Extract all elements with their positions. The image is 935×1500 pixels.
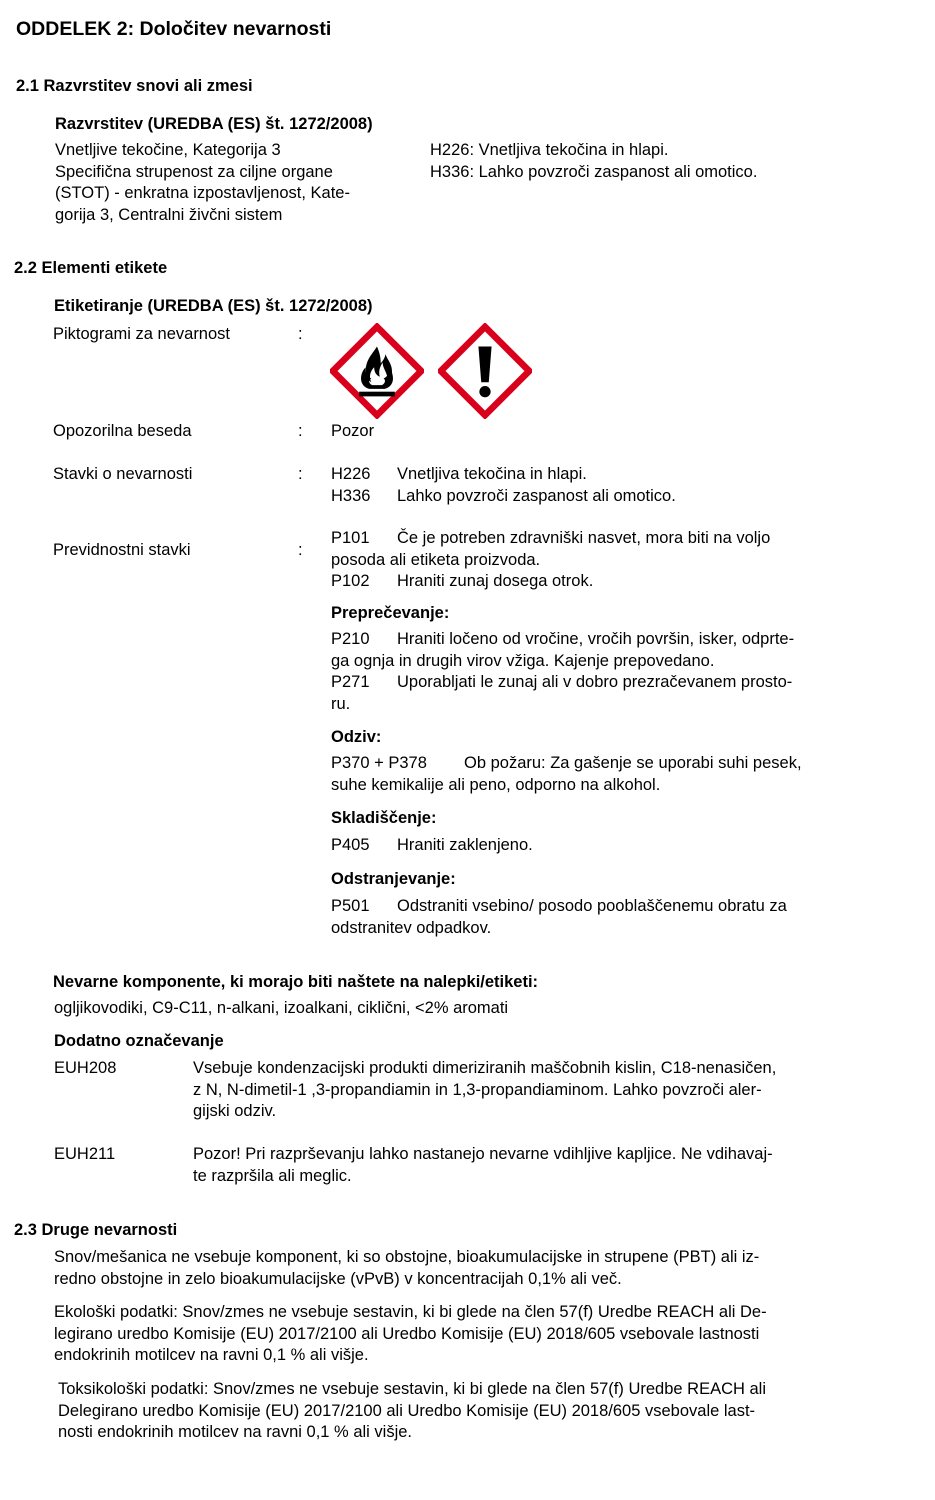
classification-line: Specifična strupenost za ciljne organe bbox=[55, 162, 333, 181]
colon: : bbox=[298, 325, 303, 343]
disposal-statements: P501 Odstraniti vsebino/ posodo pooblaščenemu obratu za odstranitev odpadkov. bbox=[331, 897, 787, 937]
pbt-paragraph: Snov/mešanica ne vsebuje komponent, ki so obstojne, bioakumulacijske in strupene (PBT) ali iz- redno obstojne in zelo bioakumulacijske (vPvB) v koncentracijah 0,1% ali več. bbox=[54, 1248, 760, 1288]
hazard-statements-label: Stavki o nevarnosti bbox=[53, 465, 193, 483]
hazard-code-line: H226: Vnetljiva tekočina in hlapi. bbox=[430, 141, 669, 159]
classification-line: Vnetljive tekočine, Kategorija 3 bbox=[55, 141, 281, 159]
section-2-1-heading: 2.1 Razvrstitev snovi ali zmesi bbox=[16, 77, 253, 95]
signal-word-label: Opozorilna beseda bbox=[53, 422, 192, 440]
euh208-text: Vsebuje kondenzacijski produkti dimeriziranih maščobnih kislin, C18-nenasičen, z N, N-dimetil-1 ,3-propandiamin in 1,3-propandiaminom. Lahko povzroči aler- gijski odziv. bbox=[193, 1059, 777, 1120]
flame-icon bbox=[330, 323, 424, 419]
hazard-statement: H336 Lahko povzroči zaspanost ali omotico. bbox=[331, 486, 676, 505]
storage-statements: P405 Hraniti zaklenjeno. bbox=[331, 836, 533, 854]
p101-statement: P101 Če je potreben zdravniški nasvet, mora biti na voljo posoda ali etiketa proizvoda. P102 Hraniti zunaj dosega otrok. bbox=[331, 529, 771, 590]
hazard-code-line: H336: Lahko povzroči zaspanost ali omotico. bbox=[430, 162, 758, 181]
euh208-code: EUH208 bbox=[54, 1059, 117, 1077]
disposal-heading: Odstranjevanje: bbox=[331, 870, 456, 888]
hazard-statements bbox=[331, 464, 676, 507]
classification-line: (STOT) - enkratna izpostavljenost, Kate- bbox=[55, 184, 350, 202]
exclamation-icon bbox=[438, 323, 532, 419]
classification-line: gorija 3, Centralni živčni sistem bbox=[55, 205, 283, 224]
section-2-2-heading: 2.2 Elementi etikete bbox=[14, 259, 168, 277]
storage-heading: Skladiščenje: bbox=[331, 809, 437, 827]
response-heading: Odziv: bbox=[331, 728, 382, 746]
euh211-text: Pozor! Pri razprševanju lahko nastanejo nevarne vdihljive kapljice. Ne vdihavaj- te razpršila ali meglic. bbox=[193, 1145, 773, 1185]
classification-list bbox=[55, 140, 350, 226]
components-text: ogljikovodiki, C9-C11, n-alkani, izoalkani, ciklični, <2% aromati bbox=[54, 999, 509, 1017]
components-heading: Nevarne komponente, ki morajo biti naštete na nalepki/etiketi: bbox=[53, 973, 539, 991]
hazard-code-list bbox=[430, 140, 757, 183]
euh211-code: EUH211 bbox=[54, 1145, 116, 1163]
page-title: ODDELEK 2: Določitev nevarnosti bbox=[16, 18, 332, 40]
ecological-paragraph: Ekološki podatki: Snov/zmes ne vsebuje sestavin, ki bi glede na člen 57(f) Uredbe REACH ali De- legirano uredbo Komisije (EU) 2017/2100 ali Uredbo Komisije (EU) 2018/605 vsebovale lastnosti endokrinih motilcev na ravni 0,1 % ali višje. bbox=[54, 1303, 767, 1364]
classification-subheading: Razvrstitev (UREDBA (ES) št. 1272/2008) bbox=[55, 115, 373, 133]
prevention-statements: P210 Hraniti ločeno od vročine, vročih površin, isker, odprte- ga ognja in drugih virov vžiga. Kajenje prepovedano. P271 Uporabljati le zunaj ali v dobro prezračevanem prosto- ru. bbox=[331, 630, 795, 713]
section-2-3-heading: 2.3 Druge nevarnosti bbox=[14, 1221, 178, 1239]
extra-labelling-heading: Dodatno označevanje bbox=[54, 1032, 224, 1050]
pictograms-label: Piktogrami za nevarnost bbox=[53, 325, 230, 343]
colon: : bbox=[298, 422, 303, 440]
labelling-subheading: Etiketiranje (UREDBA (ES) št. 1272/2008) bbox=[54, 297, 373, 315]
precautionary-statements-label: Previdnostni stavki bbox=[53, 541, 191, 559]
signal-word: Pozor bbox=[331, 422, 375, 440]
hazard-statement: H226 Vnetljiva tekočina in hlapi. bbox=[331, 465, 587, 483]
response-statements: P370 + P378 Ob požaru: Za gašenje se uporabi suhi pesek, suhe kemikalije ali peno, odporno na alkohol. bbox=[331, 754, 802, 794]
colon: : bbox=[298, 541, 303, 559]
toxicological-paragraph: Toksikološki podatki: Snov/zmes ne vsebuje sestavin, ki bi glede na člen 57(f) Uredbe REACH ali Delegirano uredbo Komisije (EU) 2017/2100 ali Uredbo Komisije (EU) 2018/605 vsebovale last- nosti endokrinih motilcev na ravni 0,1 % ali višje. bbox=[58, 1380, 767, 1441]
prevention-heading: Preprečevanje: bbox=[331, 604, 450, 622]
colon: : bbox=[298, 465, 303, 483]
